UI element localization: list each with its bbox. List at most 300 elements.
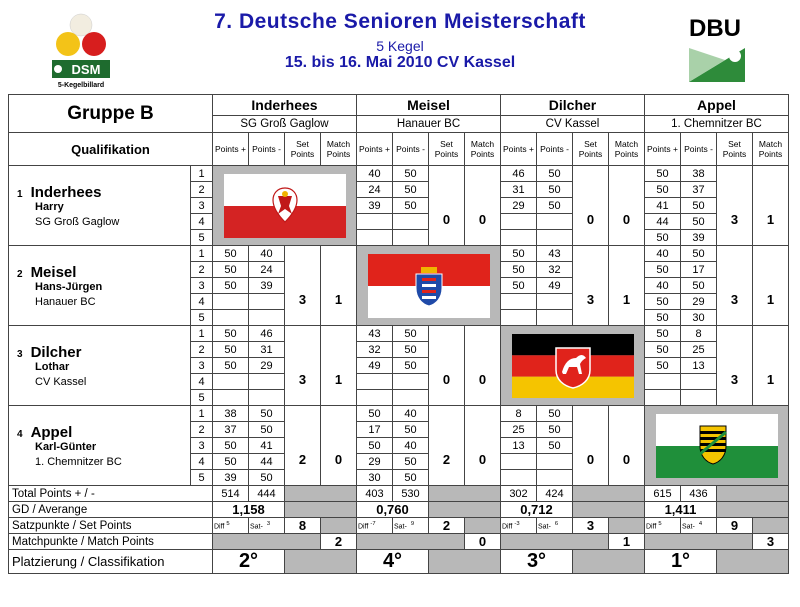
set-points-minus: 30: [681, 310, 717, 326]
set-points-plus: [213, 310, 249, 326]
player-row-set: [9, 166, 789, 182]
gd-value: 1,411: [645, 502, 717, 518]
gd-value: 1,158: [213, 502, 285, 518]
diff-label: Diff: [502, 523, 513, 531]
player-info: [9, 326, 191, 406]
player-row-set: [9, 326, 789, 342]
set-points-plus: 39: [213, 470, 249, 486]
set-number: 2: [191, 342, 213, 358]
game-set-points: 3: [285, 246, 321, 326]
set-points-plus: 50: [645, 294, 681, 310]
set-points-plus: 50: [645, 262, 681, 278]
player-last-name: Dilcher: [30, 343, 82, 361]
set-number: 2: [191, 182, 213, 198]
player-row-set: [9, 246, 789, 262]
set-points-plus: 50: [645, 342, 681, 358]
set-points-minus: [537, 454, 573, 470]
set-points-minus: [249, 390, 285, 406]
total-match-points: 2: [321, 534, 357, 550]
col-header-player-name: Dilcher: [501, 95, 645, 116]
total-points-plus: 514: [213, 486, 249, 502]
gd-value: 0,712: [501, 502, 573, 518]
set-points-minus: 50: [537, 166, 573, 182]
game-set-points: 0: [573, 406, 609, 486]
player-info: [9, 166, 191, 246]
game-set-points: 0: [429, 326, 465, 406]
col-label-match-points: Match Points: [465, 133, 501, 166]
set-points-plus: 50: [213, 454, 249, 470]
summary-gray: [501, 534, 609, 550]
sat-value: 3: [266, 520, 271, 527]
col-label-set-points: Set Points: [717, 133, 753, 166]
set-number: 4: [191, 454, 213, 470]
diff-value: -7: [370, 520, 376, 527]
player-info: [9, 406, 191, 486]
placement-value: 3°: [501, 550, 573, 574]
set-points-plus: [501, 454, 537, 470]
player-club: SG Groß Gaglow: [35, 215, 120, 228]
player-club: Hanauer BC: [35, 295, 96, 308]
sat-cell: [681, 518, 717, 534]
set-number: 4: [191, 214, 213, 230]
summary-gray: [753, 518, 789, 534]
set-points-minus: 46: [249, 326, 285, 342]
set-points-minus: 50: [393, 198, 429, 214]
set-points-plus: 50: [501, 246, 537, 262]
set-points-minus: 31: [249, 342, 285, 358]
set-points-minus: 50: [249, 470, 285, 486]
set-points-minus: 50: [537, 422, 573, 438]
set-points-plus: [501, 230, 537, 246]
set-points-minus: 50: [537, 406, 573, 422]
diff-cell: [213, 518, 249, 534]
summary-gray: [429, 486, 501, 502]
placement-value: 1°: [645, 550, 717, 574]
summary-gray: [465, 518, 501, 534]
set-points-plus: [213, 390, 249, 406]
summary-gray: [285, 486, 357, 502]
set-points-plus: [501, 310, 537, 326]
set-number: 4: [191, 374, 213, 390]
flag-hessen: [368, 254, 490, 318]
flag-cell: [357, 246, 501, 326]
set-points-minus: 50: [681, 246, 717, 262]
player-name-line: [17, 184, 190, 201]
player-first-name: Karl-Günter: [35, 440, 97, 453]
dbu-logo: [685, 10, 745, 82]
set-points-plus: [501, 214, 537, 230]
game-set-points: 3: [717, 326, 753, 406]
summary-gray: [717, 486, 789, 502]
set-points-minus: [393, 390, 429, 406]
set-points-minus: 17: [681, 262, 717, 278]
sat-value: 6: [554, 520, 559, 527]
set-points-minus: 50: [393, 358, 429, 374]
player-last-name: Inderhees: [30, 183, 102, 201]
game-match-points: 1: [753, 166, 789, 246]
col-header-player-club: Hanauer BC: [357, 116, 501, 133]
set-points-plus: 50: [645, 326, 681, 342]
summary-gd-row: [9, 502, 789, 518]
total-points-plus: 403: [357, 486, 393, 502]
game-set-points: 3: [573, 246, 609, 326]
total-points-minus: 444: [249, 486, 285, 502]
set-points-minus: 50: [249, 422, 285, 438]
set-points-plus: 24: [357, 182, 393, 198]
game-match-points: 1: [321, 326, 357, 406]
set-points-minus: 50: [537, 198, 573, 214]
set-points-plus: 29: [357, 454, 393, 470]
set-points-minus: [393, 230, 429, 246]
set-number: 3: [191, 438, 213, 454]
set-points-plus: 29: [501, 198, 537, 214]
set-points-plus: 40: [357, 166, 393, 182]
sat-label: Sat-: [538, 523, 551, 531]
set-points-plus: 43: [357, 326, 393, 342]
set-points-minus: 50: [681, 198, 717, 214]
sat-label: Sat-: [682, 523, 695, 531]
set-points-minus: 32: [537, 262, 573, 278]
col-label-points-minus: Points -: [537, 133, 573, 166]
set-points-plus: 50: [645, 310, 681, 326]
summary-gray: [645, 534, 753, 550]
set-points-plus: [501, 470, 537, 486]
set-points-plus: 25: [501, 422, 537, 438]
set-number: 5: [191, 470, 213, 486]
set-points-minus: [537, 294, 573, 310]
game-set-points: 0: [573, 166, 609, 246]
diff-cell: [357, 518, 393, 534]
player-name-line: [17, 344, 190, 361]
player-last-name: Meisel: [30, 263, 77, 281]
set-points-plus: 32: [357, 342, 393, 358]
game-set-points: 3: [285, 326, 321, 406]
summary-gray: [609, 518, 645, 534]
col-header-player-name: Meisel: [357, 95, 501, 116]
set-points-plus: 50: [501, 278, 537, 294]
set-number: 3: [191, 358, 213, 374]
set-points-minus: 25: [681, 342, 717, 358]
summary-gray: [285, 550, 357, 574]
col-label-points-minus: Points -: [393, 133, 429, 166]
set-points-minus: 50: [393, 342, 429, 358]
total-points-plus: 615: [645, 486, 681, 502]
set-points-plus: 49: [357, 358, 393, 374]
dsm-logo-text: DSM: [71, 62, 101, 77]
set-points-minus: [249, 374, 285, 390]
set-points-plus: 37: [213, 422, 249, 438]
game-match-points: 0: [465, 326, 501, 406]
set-points-plus: [357, 390, 393, 406]
col-label-set-points: Set Points: [573, 133, 609, 166]
set-number: 1: [191, 166, 213, 182]
col-header-player-club: CV Kassel: [501, 116, 645, 133]
game-match-points: 0: [465, 166, 501, 246]
set-points-minus: 8: [681, 326, 717, 342]
summary-total-row: [9, 486, 789, 502]
game-match-points: 0: [321, 406, 357, 486]
set-points-minus: 40: [249, 246, 285, 262]
diff-cell: [501, 518, 537, 534]
player-row-set: [9, 406, 789, 422]
set-points-plus: 50: [357, 406, 393, 422]
set-points-plus: [213, 294, 249, 310]
summary-match-row: [9, 534, 789, 550]
player-first-name: Lothar: [35, 360, 70, 373]
set-points-minus: 50: [681, 278, 717, 294]
set-points-plus: 46: [501, 166, 537, 182]
set-points-minus: 41: [249, 438, 285, 454]
set-points-minus: 50: [393, 326, 429, 342]
player-first-name: Hans-Jürgen: [35, 280, 103, 293]
set-points-minus: 50: [393, 454, 429, 470]
set-points-minus: 50: [393, 422, 429, 438]
total-points-minus: 424: [537, 486, 573, 502]
sat-label: Sat-: [394, 523, 407, 531]
total-set-points: 2: [429, 518, 465, 534]
game-match-points: 1: [753, 246, 789, 326]
set-points-minus: [537, 230, 573, 246]
set-points-plus: 40: [645, 278, 681, 294]
flag-niedersachsen: [512, 334, 634, 398]
set-points-minus: 50: [681, 214, 717, 230]
summary-gray: [573, 502, 645, 518]
sat-cell: [393, 518, 429, 534]
player-first-name: Harry: [35, 200, 64, 213]
set-points-minus: 39: [249, 278, 285, 294]
flag-sachsen: [656, 414, 778, 478]
col-header-player-name: Inderhees: [213, 95, 357, 116]
group-title: Gruppe B: [9, 95, 213, 133]
set-points-plus: [213, 374, 249, 390]
set-points-minus: [249, 310, 285, 326]
set-points-plus: 30: [357, 470, 393, 486]
set-points-plus: 50: [501, 262, 537, 278]
set-number: 1: [191, 406, 213, 422]
set-points-plus: 50: [213, 358, 249, 374]
set-points-minus: [393, 214, 429, 230]
summary-place-label: Platzierung / Classifikation: [9, 550, 213, 574]
set-points-minus: 13: [681, 358, 717, 374]
set-points-plus: 31: [501, 182, 537, 198]
total-match-points: 3: [753, 534, 789, 550]
sat-label: Sat-: [250, 523, 263, 531]
set-points-minus: 39: [681, 230, 717, 246]
set-number: 4: [191, 294, 213, 310]
set-points-plus: 50: [645, 182, 681, 198]
set-points-plus: 44: [645, 214, 681, 230]
set-points-minus: 50: [393, 470, 429, 486]
results-table: [8, 94, 789, 574]
set-number: 5: [191, 390, 213, 406]
set-points-plus: 41: [645, 198, 681, 214]
col-label-match-points: Match Points: [753, 133, 789, 166]
diff-value: 5: [226, 520, 230, 527]
set-points-minus: 50: [393, 182, 429, 198]
set-points-minus: [681, 390, 717, 406]
page-subtitle: 5 Kegel: [376, 38, 424, 54]
summary-set-label: Satzpunkte / Set Points: [9, 518, 213, 534]
game-match-points: 0: [609, 406, 645, 486]
set-points-plus: 50: [213, 278, 249, 294]
game-set-points: 2: [429, 406, 465, 486]
total-points-minus: 530: [393, 486, 429, 502]
col-header-player-club: SG Groß Gaglow: [213, 116, 357, 133]
game-match-points: 0: [609, 166, 645, 246]
set-points-plus: [645, 390, 681, 406]
set-points-minus: 29: [249, 358, 285, 374]
summary-gray: [285, 502, 357, 518]
gd-value: 0,760: [357, 502, 429, 518]
sat-value: 4: [698, 520, 703, 527]
player-name-line: [17, 424, 190, 441]
total-points-plus: 302: [501, 486, 537, 502]
summary-set-row: [9, 518, 789, 534]
set-points-plus: 50: [213, 262, 249, 278]
summary-gray: [573, 550, 645, 574]
set-number: 5: [191, 310, 213, 326]
col-label-points-plus: Points +: [645, 133, 681, 166]
header-row-names: [9, 95, 789, 116]
col-label-set-points: Set Points: [429, 133, 465, 166]
set-points-minus: [681, 374, 717, 390]
diff-cell: [645, 518, 681, 534]
set-points-plus: 50: [213, 246, 249, 262]
flag-cell: [645, 406, 789, 486]
page-title: 7. Deutsche Senioren Meisterschaft: [214, 10, 586, 33]
set-points-plus: 50: [645, 358, 681, 374]
set-points-plus: [501, 294, 537, 310]
header-row-labels: [9, 133, 789, 166]
summary-gray: [717, 502, 789, 518]
dsm-logo-sub: 5-Kegelbillard: [57, 82, 105, 89]
set-number: 3: [191, 278, 213, 294]
set-number: 2: [191, 262, 213, 278]
summary-gd-label: GD / Averange: [9, 502, 213, 518]
col-label-points-minus: Points -: [249, 133, 285, 166]
summary-gray: [357, 534, 465, 550]
set-points-minus: 50: [537, 438, 573, 454]
total-points-minus: 436: [681, 486, 717, 502]
game-set-points: 3: [717, 246, 753, 326]
set-points-minus: 38: [681, 166, 717, 182]
set-points-minus: 29: [681, 294, 717, 310]
diff-label: Diff: [214, 523, 225, 531]
game-match-points: 1: [321, 246, 357, 326]
set-points-plus: 13: [501, 438, 537, 454]
player-info: [9, 246, 191, 326]
set-points-minus: 49: [537, 278, 573, 294]
total-set-points: 8: [285, 518, 321, 534]
page-header: [0, 0, 800, 92]
set-points-minus: 37: [681, 182, 717, 198]
set-number: 1: [191, 246, 213, 262]
player-name-line: [17, 264, 190, 281]
set-points-plus: 50: [645, 230, 681, 246]
summary-place-row: [9, 550, 789, 574]
set-points-plus: 40: [645, 246, 681, 262]
col-label-match-points: Match Points: [609, 133, 645, 166]
page-dates: 15. bis 16. Mai 2010 CV Kassel: [284, 54, 516, 71]
set-points-plus: 8: [501, 406, 537, 422]
diff-value: -3: [514, 520, 520, 527]
set-points-minus: [537, 470, 573, 486]
placement-value: 2°: [213, 550, 285, 574]
set-points-plus: 50: [213, 438, 249, 454]
player-last-name: Appel: [30, 423, 73, 441]
flag-cell: [213, 166, 357, 246]
set-points-minus: 50: [249, 406, 285, 422]
set-points-minus: 40: [393, 438, 429, 454]
col-label-set-points: Set Points: [285, 133, 321, 166]
summary-match-label: Matchpunkte / Match Points: [9, 534, 213, 550]
sat-value: 9: [410, 520, 415, 527]
player-number: 2: [17, 268, 23, 280]
col-label-match-points: Match Points: [321, 133, 357, 166]
col-label-points-plus: Points +: [501, 133, 537, 166]
game-set-points: 0: [429, 166, 465, 246]
set-points-minus: [537, 214, 573, 230]
set-points-minus: 43: [537, 246, 573, 262]
set-points-plus: [357, 230, 393, 246]
set-points-plus: 50: [645, 166, 681, 182]
set-points-minus: 50: [537, 182, 573, 198]
col-header-player-name: Appel: [645, 95, 789, 116]
diff-label: Diff: [358, 523, 369, 531]
total-match-points: 1: [609, 534, 645, 550]
group-subtitle: Qualifikation: [9, 133, 213, 166]
set-number: 2: [191, 422, 213, 438]
game-set-points: 3: [717, 166, 753, 246]
game-match-points: 0: [465, 406, 501, 486]
set-number: 5: [191, 230, 213, 246]
diff-value: 5: [658, 520, 662, 527]
sat-cell: [537, 518, 573, 534]
set-points-plus: 38: [213, 406, 249, 422]
set-points-minus: 24: [249, 262, 285, 278]
dbu-logo-text: DBU: [689, 15, 741, 42]
game-match-points: 1: [609, 246, 645, 326]
sat-cell: [249, 518, 285, 534]
player-club: 1. Chemnitzer BC: [35, 455, 122, 468]
summary-gray: [429, 502, 501, 518]
col-header-player-club: 1. Chemnitzer BC: [645, 116, 789, 133]
summary-gray: [213, 534, 321, 550]
total-set-points: 9: [717, 518, 753, 534]
set-points-plus: 39: [357, 198, 393, 214]
flag-brandenburg: [224, 174, 346, 238]
col-label-points-plus: Points +: [357, 133, 393, 166]
placement-value: 4°: [357, 550, 429, 574]
flag-cell: [501, 326, 645, 406]
set-points-plus: 17: [357, 422, 393, 438]
set-number: 3: [191, 198, 213, 214]
summary-gray: [573, 486, 645, 502]
total-set-points: 3: [573, 518, 609, 534]
set-points-plus: [645, 374, 681, 390]
set-points-minus: 50: [393, 166, 429, 182]
summary-gray: [321, 518, 357, 534]
set-points-plus: 50: [213, 342, 249, 358]
set-points-plus: [357, 214, 393, 230]
diff-label: Diff: [646, 523, 657, 531]
summary-total-label: Total Points + / -: [9, 486, 213, 502]
col-label-points-minus: Points -: [681, 133, 717, 166]
set-points-minus: 44: [249, 454, 285, 470]
col-label-points-plus: Points +: [213, 133, 249, 166]
player-club: CV Kassel: [35, 375, 87, 388]
set-points-plus: [357, 374, 393, 390]
